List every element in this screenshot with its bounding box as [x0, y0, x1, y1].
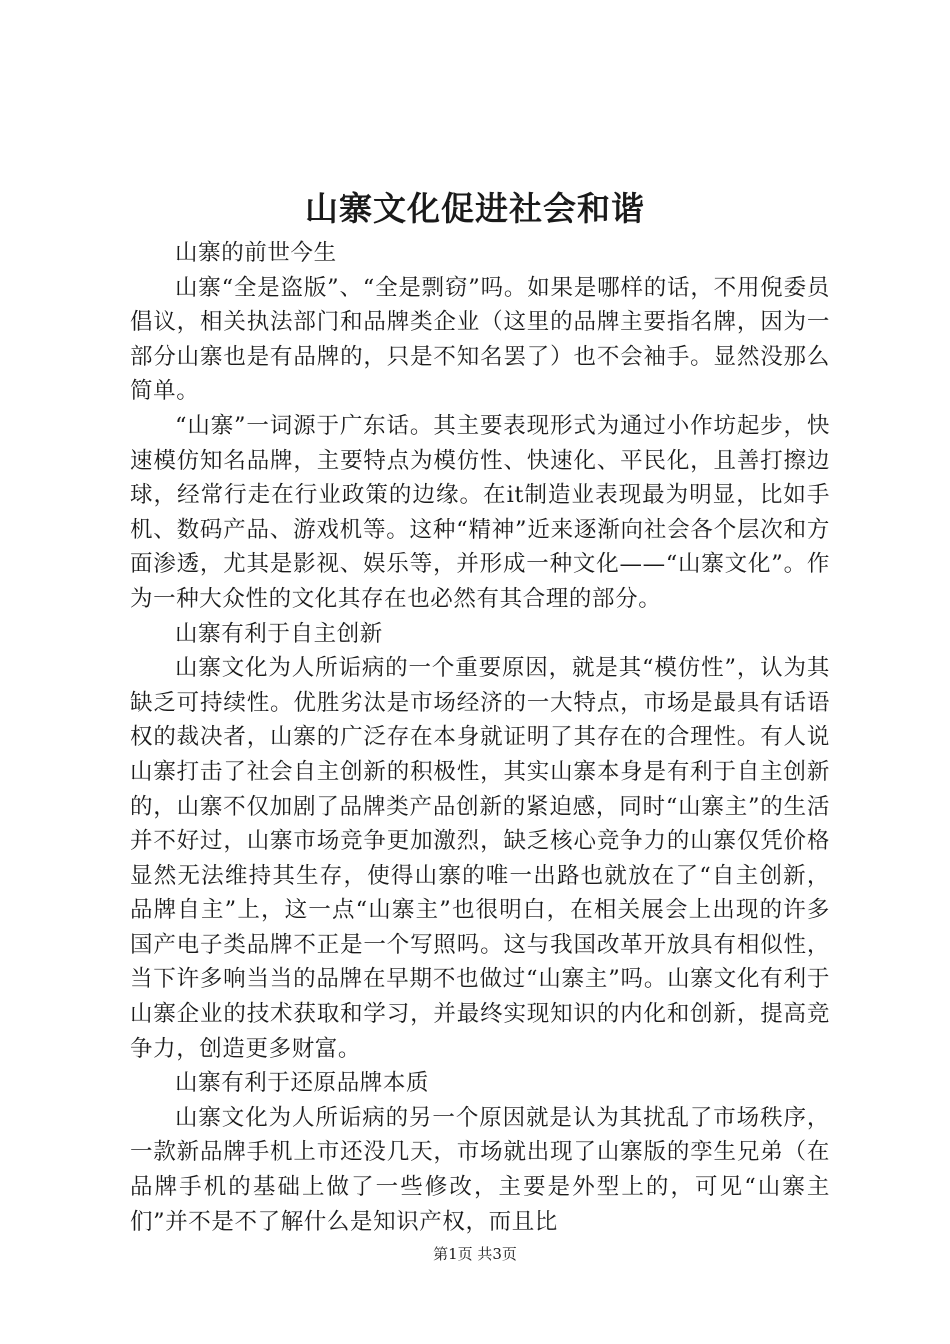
document-title: 山寨文化促进社会和谐 [305, 189, 645, 228]
page-number-footer: 第1页 共3页 [433, 1245, 517, 1263]
paragraph: 山寨文化为人所诟病的一个重要原因，就是其“模仿性”，认为其缺乏可持续性。优胜劣汰是市场经济的一大特点，市场是最具有话语权的裁决者，山寨的广泛存在本身就证明了其存在的合理性。有人说山寨打击了社会自主创新的积极性，其实山寨本身是有利于自主创新的，山寨不仅加剧了品牌类产品创新的紧迫感，同时“山寨主”的生活并不好过，山寨市场竞争更加激烈，缺乏核心竞争力的山寨仅凭价格显然无法维持其生存，使得山寨的唯一出路也就放在了“自主创新，品牌自主”上，这一点“山寨主”也很明白，在相关展会上出现的许多国产电子类品牌不正是一个写照吗。这与我国改革开放具有相似性，当下许多响当当的品牌在早期不也做过“山寨主”吗。山寨文化有利于山寨企业的技术获取和学习，并最终实现知识的内化和创新，提高竞争力，创造更多财富。 [130, 655, 830, 1062]
paragraph: 山寨文化为人所诟病的另一个原因就是认为其扰乱了市场秩序，一款新品牌手机上市还没几天，市场就出现了山寨版的孪生兄弟（在品牌手机的基础上做了一些修改，主要是外型上的，可见“山寨主们”并不是不了解什么是知识产权，而且比 [130, 1104, 830, 1235]
paragraph: 山寨“全是盗版”、“全是剽窃”吗。如果是哪样的话，不用倪委员倡议，相关执法部门和品牌类企业（这里的品牌主要指名牌，因为一部分山寨也是有品牌的，只是不知名罢了）也不会袖手。显然没那么简单。 [130, 274, 830, 405]
section-heading: 山寨的前世今生 [175, 240, 337, 266]
section-heading: 山寨有利于自主创新 [175, 620, 383, 647]
document-body [130, 236, 830, 1239]
paragraph: “山寨”一词源于广东话。其主要表现形式为通过小作坊起步，快速模仿知名品牌，主要特点为模仿性、快速化、平民化，且善打擦边球，经常行走在行业政策的边缘。在it制造业表现最为明显，比如手机、数码产品、游戏机等。这种“精神”近来逐渐向社会各个层次和方面渗透，尤其是影视、娱乐等，并形成一种文化——“山寨文化”。作为一种大众性的文化其存在也必然有其合理的部分。 [130, 412, 830, 612]
section-heading: 山寨有利于还原品牌本质 [175, 1070, 430, 1097]
